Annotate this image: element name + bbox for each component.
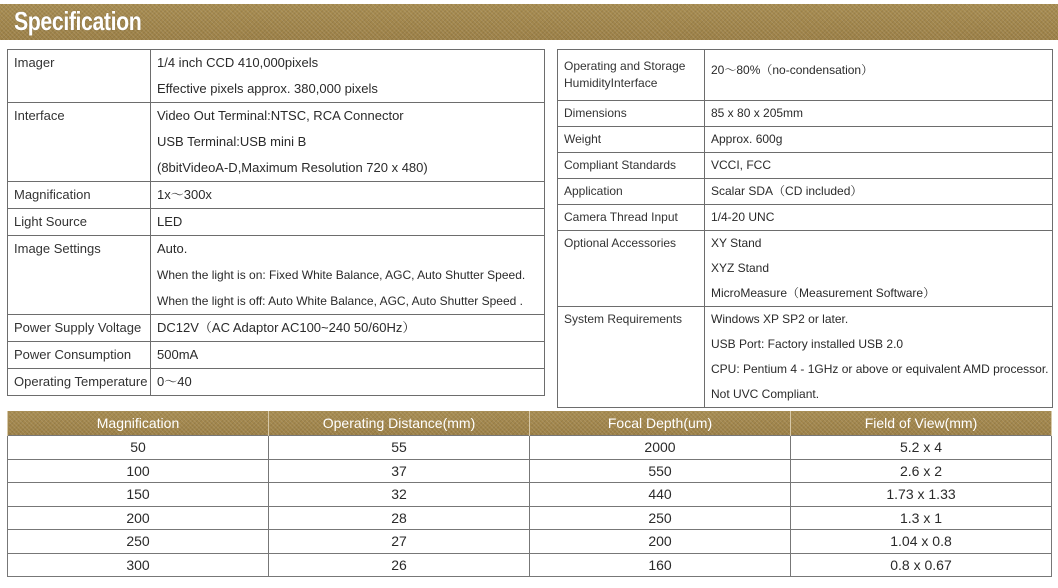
- spec-value-line: USB Port: Factory installed USB 2.0: [711, 337, 904, 351]
- table-cell: 0.8 x 0.67: [791, 553, 1052, 577]
- spec-label: Dimensions: [558, 101, 705, 127]
- spec-label: Camera Thread Input: [558, 205, 705, 231]
- spec-value-line: Approx. 600g: [711, 132, 783, 146]
- table-cell: 250: [530, 506, 791, 530]
- spec-value: [151, 315, 545, 342]
- table-cell: 1.3 x 1: [791, 506, 1052, 530]
- table-cell: 440: [530, 483, 791, 507]
- spec-value: [151, 103, 545, 182]
- spec-value: [705, 127, 1053, 153]
- spec-value-line: CPU: Pentium 4 - 1GHz or above or equivalent AMD processor.: [711, 362, 1049, 376]
- spec-label: Compliant Standards: [558, 153, 705, 179]
- table-row: [8, 553, 1052, 577]
- spec-value: [151, 369, 545, 396]
- spec-label: Application: [558, 179, 705, 205]
- spec-row-weight: [558, 127, 1053, 153]
- table-cell: 37: [269, 459, 530, 483]
- table-cell: 2000: [530, 436, 791, 460]
- spec-value: [705, 231, 1053, 307]
- spec-value-line: 0～40: [157, 374, 192, 389]
- table-row: [8, 506, 1052, 530]
- table-cell: 100: [8, 459, 269, 483]
- spec-label: Imager: [8, 50, 151, 103]
- spec-value-line: When the light is on: Fixed White Balance, AGC, Auto Shutter Speed.: [157, 268, 526, 282]
- spec-value-line: (8bitVideoA-D,Maximum Resolution 720 x 480): [157, 160, 428, 175]
- spec-value-line: 1/4-20 UNC: [711, 210, 775, 224]
- table-cell: 28: [269, 506, 530, 530]
- spec-row-dimensions: [558, 101, 1053, 127]
- spec-value: [151, 182, 545, 209]
- spec-value: [151, 50, 545, 103]
- spec-value-line: MicroMeasure（Measurement Software）: [711, 286, 936, 300]
- table-cell: 1.04 x 0.8: [791, 530, 1052, 554]
- spec-row-power-consumption: [8, 342, 545, 369]
- table-cell: 27: [269, 530, 530, 554]
- magnification-table-header: [8, 411, 1052, 436]
- spec-row-camera-thread: [558, 205, 1053, 231]
- spec-value: [151, 209, 545, 236]
- spec-value-line: Not UVC Compliant.: [711, 387, 820, 401]
- spec-value-line: 20～80%（no-condensation）: [711, 63, 874, 77]
- spec-row-operating-temperature: [8, 369, 545, 396]
- spec-value-line: VCCI, FCC: [711, 158, 771, 172]
- column-header: Field of View(mm): [791, 411, 1052, 436]
- spec-label: Interface: [8, 103, 151, 182]
- table-cell: 50: [8, 436, 269, 460]
- spec-label: Operating Temperature: [8, 369, 151, 396]
- column-header: Focal Depth(um): [530, 411, 791, 436]
- table-cell: 160: [530, 553, 791, 577]
- spec-value-line: 1/4 inch CCD 410,000pixels: [157, 55, 319, 70]
- spec-label: Power Supply Voltage: [8, 315, 151, 342]
- table-cell: 32: [269, 483, 530, 507]
- table-cell: 550: [530, 459, 791, 483]
- table-cell: 5.2 x 4: [791, 436, 1052, 460]
- spec-value-line: 500mA: [157, 347, 199, 362]
- spec-value-line: USB Terminal:USB mini B: [157, 134, 307, 149]
- spec-value: [705, 50, 1053, 101]
- spec-label: Magnification: [8, 182, 151, 209]
- spec-label: Operating and Storage HumidityInterface: [558, 50, 705, 101]
- spec-row-interface: [8, 103, 545, 182]
- spec-row-application: [558, 179, 1053, 205]
- spec-row-compliant-standards: [558, 153, 1053, 179]
- spec-value-line: Auto.: [157, 241, 188, 256]
- table-row: [8, 436, 1052, 460]
- table-row: [8, 459, 1052, 483]
- table-row: [8, 483, 1052, 507]
- spec-label: Image Settings: [8, 236, 151, 315]
- spec-table-left: [7, 49, 545, 396]
- spec-row-image-settings: [8, 236, 545, 315]
- magnification-table: [7, 411, 1052, 577]
- spec-label: Light Source: [8, 209, 151, 236]
- table-cell: 26: [269, 553, 530, 577]
- spec-row-light-source: [8, 209, 545, 236]
- spec-value-line: Video Out Terminal:NTSC, RCA Connector: [157, 108, 404, 123]
- spec-value-line: Effective pixels approx. 380,000 pixels: [157, 81, 378, 96]
- spec-label: Power Consumption: [8, 342, 151, 369]
- spec-value-line: DC12V（AC Adaptor AC100~240 50/60Hz）: [157, 320, 416, 335]
- column-header: Operating Distance(mm): [269, 411, 530, 436]
- column-header: Magnification: [8, 411, 269, 436]
- spec-value-line: XYZ Stand: [711, 261, 770, 275]
- spec-label: Weight: [558, 127, 705, 153]
- table-cell: 200: [530, 530, 791, 554]
- spec-label: Optional Accessories: [558, 231, 705, 307]
- title-banner: [0, 4, 1058, 40]
- spec-value-line: When the light is off: Auto White Balance, AGC, Auto Shutter Speed .: [157, 294, 523, 308]
- spec-value: [705, 101, 1053, 127]
- spec-value-line: 1x～300x: [157, 187, 212, 202]
- spec-value: [705, 307, 1053, 408]
- table-cell: 2.6 x 2: [791, 459, 1052, 483]
- spec-value: [705, 205, 1053, 231]
- spec-label: System Requirements: [558, 307, 705, 408]
- table-cell: 55: [269, 436, 530, 460]
- table-cell: 150: [8, 483, 269, 507]
- spec-row-optional-accessories: [558, 231, 1053, 307]
- spec-row-humidity: [558, 50, 1053, 101]
- spec-value: [151, 236, 545, 315]
- spec-row-imager: [8, 50, 545, 103]
- spec-value-line: Scalar SDA（CD included）: [711, 184, 863, 198]
- table-row: [8, 530, 1052, 554]
- spec-value-line: Windows XP SP2 or later.: [711, 312, 849, 326]
- spec-table-right: [557, 49, 1053, 408]
- table-cell: 250: [8, 530, 269, 554]
- table-cell: 300: [8, 553, 269, 577]
- spec-value: [151, 342, 545, 369]
- spec-row-power-supply: [8, 315, 545, 342]
- spec-row-system-requirements: [558, 307, 1053, 408]
- spec-value: [705, 153, 1053, 179]
- table-cell: 1.73 x 1.33: [791, 483, 1052, 507]
- spec-value: [705, 179, 1053, 205]
- spec-value-line: LED: [157, 214, 183, 229]
- spec-row-magnification: [8, 182, 545, 209]
- table-cell: 200: [8, 506, 269, 530]
- spec-value-line: XY Stand: [711, 236, 762, 250]
- page-title: Specification: [14, 6, 142, 36]
- spec-value-line: 85 x 80 x 205mm: [711, 106, 804, 120]
